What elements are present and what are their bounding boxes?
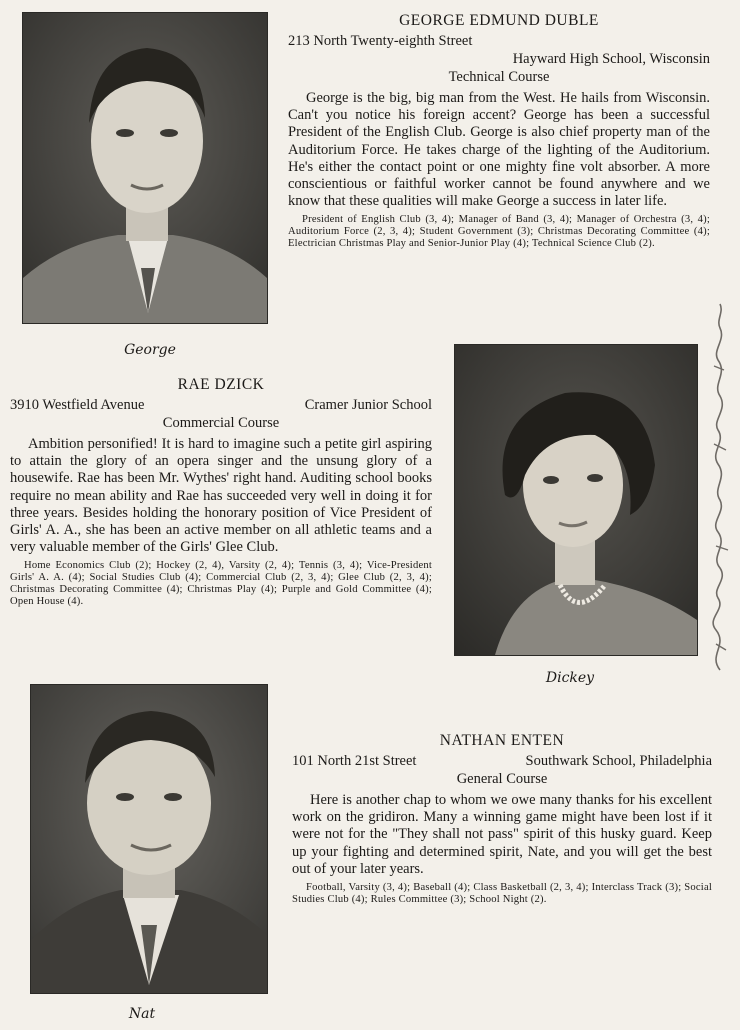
handwritten-note — [698, 300, 738, 680]
home-address: 3910 Westfield Avenue — [10, 397, 145, 413]
biography-text: George is the big, big man from the West. He hails from Wisconsin. Can't you notice his foreign accent? George has been a successful President of the English Club. George is also chief property man of the Auditorium Force. He takes charge of the lighting of the Auditorium. He's either the contact point or one mighty fine volt absorber. A more conscientious or faithful worker cannot be found anywhere and we know that these qualities will make George a success in later life. — [288, 90, 710, 210]
portrait-photo-nathan — [30, 684, 268, 994]
photo-caption-rae: Dickey — [545, 670, 595, 686]
entry-rae — [10, 376, 432, 608]
activities-list: President of English Club (3, 4); Manager of Band (3, 4); Manager of Orchestra (3, 4); Auditorium Force (2, 3, 4); Student Government (3); Christmas Decorating Committee (4); Electrician Christmas Play and Senior-Junior Play (4); Technical Science Club (2). — [288, 214, 710, 250]
biography-text: Ambition personified! It is hard to imagine such a petite girl aspiring to attain the glory of an opera singer and the unsung glory of a housewife. Rae has been Mr. Wythes' right hand. Auditing school books require no mean ability and Rae has succeeded very well in doing it for three years. Besides holding the honorary position of Vice President of Girls' A. A., she has been an active member on all athletic teams and a very valuable member of the Girls' Glee Club. — [10, 436, 432, 556]
activities-list: Football, Varsity (3, 4); Baseball (4); Class Basketball (2, 3, 4); Interclass Track (3); Social Studies Club (4); Rules Committee (3); School Night (2). — [292, 882, 712, 906]
course-name: Technical Course — [448, 69, 550, 85]
activities-list: Home Economics Club (2); Hockey (2, 4), Varsity (2, 4); Tennis (3, 4); Vice-President Girls' A. A. (4); Social Studies Club (4); Commercial Club (2, 3, 4); Glee Club (2, 3, 4); Christmas Decorating Committee (4); Christmas Play (4); Purple and Gold Committee (4); Open House (4). — [10, 560, 432, 608]
home-address: 213 North Twenty-eighth Street — [288, 33, 473, 49]
student-name: NATHAN ENTEN — [439, 732, 565, 749]
student-name: RAE DZICK — [177, 376, 265, 393]
course-name: General Course — [456, 771, 548, 787]
prior-school: Cramer Junior School — [304, 397, 432, 413]
portrait-photo-rae — [454, 344, 698, 656]
photo-caption-george: George — [124, 342, 176, 358]
student-name: GEORGE EDMUND DUBLE — [399, 12, 599, 29]
prior-school: Southwark School, Philadelphia — [525, 753, 712, 769]
entry-george — [288, 12, 710, 250]
photo-caption-nathan: Nat — [128, 1006, 156, 1022]
portrait-photo-george — [22, 12, 268, 324]
home-address: 101 North 21st Street — [292, 753, 417, 769]
prior-school: Hayward High School, Wisconsin — [512, 51, 710, 67]
biography-text: Here is another chap to whom we owe many thanks for his excellent work on the gridiron. Many a winning game might have been lost if it were not for the "They shall not pass" spirit of this husky guard. Keep up your fighting and determined spirit, Nate, and you will get the best out of your later years. — [292, 792, 712, 877]
course-name: Commercial Course — [162, 415, 280, 431]
entry-nathan — [292, 732, 712, 906]
